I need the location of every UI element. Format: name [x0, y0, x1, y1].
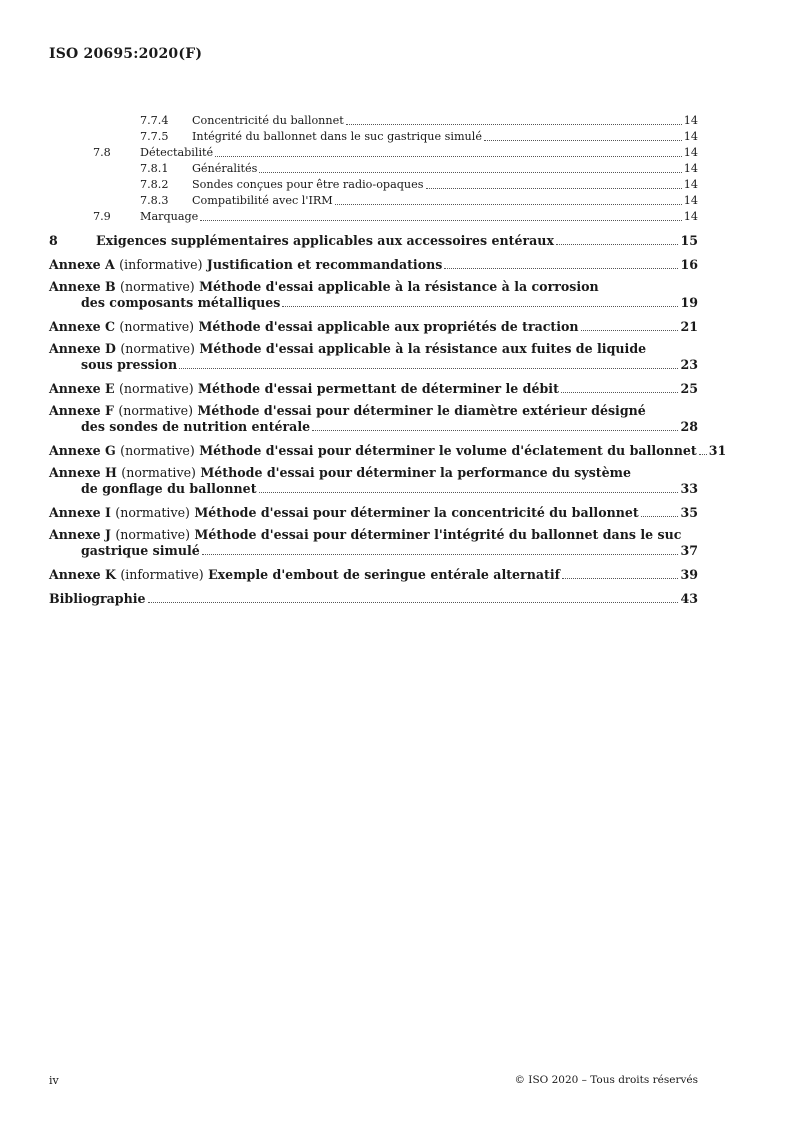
annex-title: Méthode d'essai pour déterminer l'intégrité du ballonnet dans le suc: [194, 527, 682, 542]
toc-entry-7-8-1[interactable]: [49, 161, 698, 177]
toc-title: Marquage: [140, 210, 199, 223]
leader-dots: [200, 220, 681, 221]
toc-title: [49, 380, 559, 397]
toc-title-line: [49, 341, 698, 357]
annex-title: Méthode d'essai permettant de déterminer le débit: [198, 381, 559, 396]
annex-title-continued: gastrique simulé: [81, 543, 200, 558]
toc-entry-annex-g[interactable]: [49, 442, 727, 459]
annex-type: (informative): [119, 257, 203, 272]
annex-label: Annexe H: [49, 465, 117, 480]
toc-entry-annex-h[interactable]: [49, 465, 698, 497]
leader-dots: [426, 188, 682, 189]
annex-label: Annexe B: [49, 279, 116, 294]
annex-title: Méthode d'essai pour déterminer le volume d'éclatement du ballonnet: [199, 443, 697, 458]
toc-title: Intégrité du ballonnet dans le suc gastrique simulé: [192, 130, 482, 143]
leader-dots: [259, 172, 681, 173]
toc-page: 25: [680, 381, 698, 396]
toc-title-line: [49, 527, 698, 543]
toc-page: 21: [680, 319, 698, 334]
annex-label: Annexe E: [49, 381, 115, 396]
toc-entry-annex-a[interactable]: [49, 256, 698, 273]
annex-type: (normative): [115, 505, 190, 520]
annex-label: Annexe A: [49, 257, 115, 272]
toc-page: 14: [683, 146, 698, 159]
toc-title: [49, 504, 639, 521]
toc-page: 35: [680, 505, 698, 520]
toc-number: 7.7.4: [140, 114, 169, 127]
leader-dots: [346, 124, 682, 125]
leader-dots: [561, 392, 679, 393]
toc-number: 7.7.5: [140, 130, 169, 143]
annex-type: (normative): [119, 319, 195, 334]
leader-dots: [556, 244, 679, 245]
toc-title: Compatibilité avec l'IRM: [192, 194, 333, 207]
annex-type: (normative): [120, 443, 195, 458]
copyright-notice: © ISO 2020 – Tous droits réservés: [514, 1074, 698, 1086]
annex-type: (normative): [119, 381, 194, 396]
toc-page: 14: [683, 178, 698, 191]
annex-type: (normative): [120, 341, 195, 356]
toc-title: Sondes conçues pour être radio-opaques: [192, 178, 424, 191]
toc-title: [49, 566, 560, 583]
toc-entry-annex-b[interactable]: [49, 279, 698, 311]
toc-page: 31: [708, 443, 727, 458]
toc-title: Exigences supplémentaires applicables aux accessoires entéraux: [96, 233, 554, 248]
annex-title: Justification et recommandations: [206, 257, 443, 272]
annex-type: (informative): [120, 567, 204, 582]
toc-page: 19: [680, 295, 698, 310]
annex-title: Exemple d'embout de seringue entérale alternatif: [208, 567, 561, 582]
toc-page: 33: [680, 481, 698, 496]
leader-dots: [484, 140, 682, 141]
toc-number: 7.8.1: [140, 162, 169, 175]
toc-title-line: [49, 279, 698, 295]
toc-page: 16: [680, 257, 698, 272]
toc-number: 7.8: [93, 146, 111, 159]
toc-title: Détectabilité: [140, 146, 214, 159]
leader-dots: [202, 554, 679, 555]
toc-number: 7.8.3: [140, 194, 169, 207]
table-of-contents: [49, 113, 727, 607]
toc-title: [49, 442, 697, 459]
annex-title: Méthode d'essai pour déterminer la concentricité du ballonnet: [194, 505, 639, 520]
leader-dots: [562, 578, 678, 579]
toc-page: 39: [680, 567, 698, 582]
toc-title: [49, 256, 442, 273]
toc-entry-bibliography[interactable]: [49, 590, 698, 607]
leader-dots: [581, 330, 679, 331]
toc-entry-annex-i[interactable]: [49, 504, 698, 521]
toc-entry-annex-e[interactable]: [49, 380, 698, 397]
toc-page: 14: [683, 114, 698, 127]
annex-type: (normative): [115, 527, 191, 542]
toc-entry-annex-j[interactable]: [49, 527, 698, 559]
annex-label: Annexe I: [49, 505, 111, 520]
annex-title-continued: des sondes de nutrition entérale: [81, 419, 311, 434]
annex-label: Annexe K: [49, 567, 116, 582]
leader-dots: [444, 268, 678, 269]
annex-title: Méthode d'essai pour déterminer le diamètre extérieur désigné: [197, 403, 646, 418]
document-id: ISO 20695:2020(F): [49, 46, 203, 62]
toc-title: Bibliographie: [49, 591, 146, 606]
annex-type: (normative): [120, 279, 195, 294]
toc-entry-7-8-2[interactable]: [49, 177, 698, 193]
annex-label: Annexe G: [49, 443, 116, 458]
annex-label: Annexe F: [49, 403, 114, 418]
toc-number: 7.8.2: [140, 178, 169, 191]
toc-entry-7-8[interactable]: [49, 145, 698, 161]
toc-page: 28: [680, 419, 698, 434]
annex-title: Méthode d'essai applicable à la résistance aux fuites de liquide: [199, 341, 647, 356]
annex-type: (normative): [121, 465, 196, 480]
toc-title: Concentricité du ballonnet: [192, 114, 344, 127]
toc-page: 23: [680, 357, 698, 372]
toc-page: 14: [683, 130, 698, 143]
toc-title: [49, 318, 579, 335]
toc-page: 37: [680, 543, 698, 558]
toc-entry-annex-f[interactable]: [49, 403, 698, 435]
annex-title-continued: de gonflage du ballonnet: [81, 481, 257, 496]
toc-entry-annex-k[interactable]: [49, 566, 698, 583]
toc-number: 7.9: [93, 210, 111, 223]
toc-entry-annex-c[interactable]: [49, 318, 698, 335]
leader-dots: [259, 492, 679, 493]
leader-dots: [282, 306, 678, 307]
toc-page: 14: [683, 210, 698, 223]
toc-page: 15: [680, 233, 698, 248]
annex-label: Annexe C: [49, 319, 116, 334]
page-number: iv: [49, 1074, 59, 1087]
toc-page: 43: [680, 591, 698, 606]
annex-title-continued: des composants métalliques: [81, 295, 281, 310]
toc-title: Généralités: [192, 162, 258, 175]
leader-dots: [641, 516, 679, 517]
toc-title-line: [49, 403, 698, 419]
leader-dots: [312, 430, 678, 431]
toc-entry-7-9[interactable]: [49, 209, 698, 225]
leader-dots: [699, 454, 707, 455]
toc-page: 14: [683, 194, 698, 207]
leader-dots: [148, 602, 679, 603]
toc-entry-7-7-4[interactable]: [49, 113, 698, 129]
toc-title-line: [49, 465, 698, 481]
toc-entry-7-7-5[interactable]: [49, 129, 698, 145]
annex-type: (normative): [118, 403, 193, 418]
annex-title: Méthode d'essai pour déterminer la performance du système: [200, 465, 631, 480]
toc-entry-annex-d[interactable]: [49, 341, 698, 373]
annex-label: Annexe D: [49, 341, 116, 356]
annex-label: Annexe J: [49, 527, 111, 542]
toc-number: 8: [49, 233, 58, 248]
leader-dots: [335, 204, 682, 205]
annex-title: Méthode d'essai applicable à la résistance à la corrosion: [199, 279, 599, 294]
annex-title: Méthode d'essai applicable aux propriétés de traction: [198, 319, 579, 334]
annex-title-continued: sous pression: [81, 357, 178, 372]
toc-entry-7-8-3[interactable]: [49, 193, 698, 209]
toc-entry-clause-8[interactable]: [49, 232, 698, 249]
leader-dots: [179, 368, 678, 369]
leader-dots: [215, 156, 682, 157]
toc-page: 14: [683, 162, 698, 175]
